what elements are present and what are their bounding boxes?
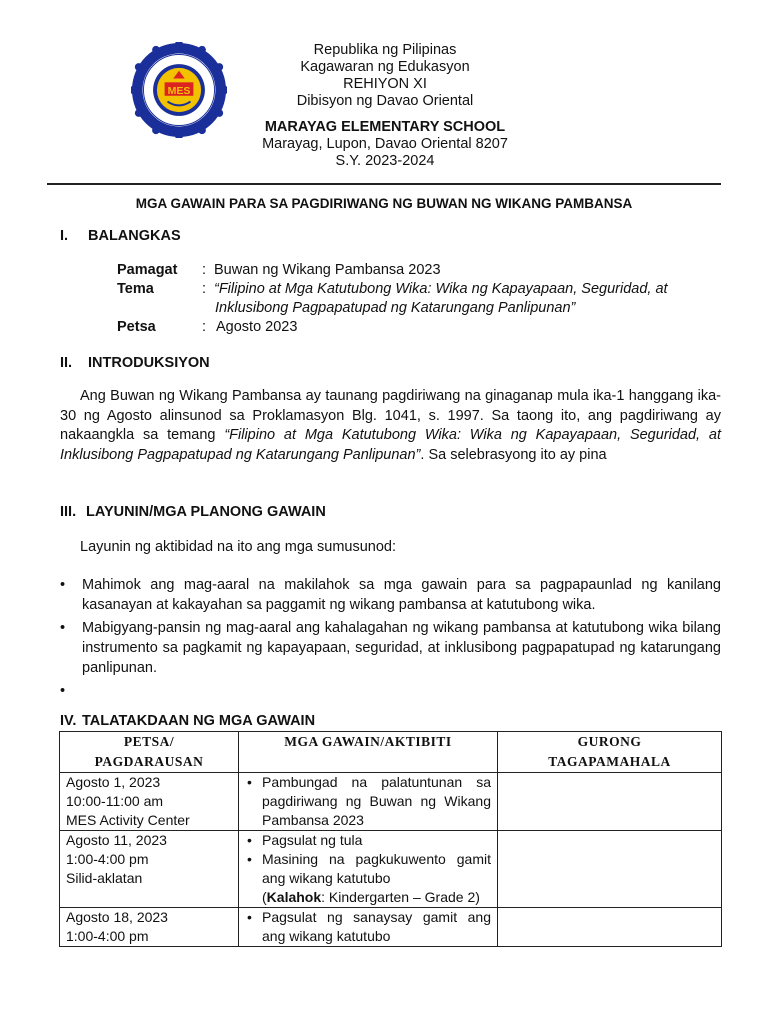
header-region: REHIYON XI <box>343 76 427 92</box>
cell-petsa <box>60 908 239 947</box>
table-row <box>60 831 722 908</box>
paren-open: ( <box>262 889 267 905</box>
header-republic: Republika ng Pilipinas <box>313 42 457 58</box>
section-label: LAYUNIN/MGA PLANONG GAWAIN <box>86 504 326 520</box>
list-item <box>245 908 491 946</box>
list-item <box>245 831 491 850</box>
tema-value-line2: Inklusibong Pagpapatupad ng Katarungang Panlipunan” <box>215 300 576 316</box>
tema-row <box>117 280 668 299</box>
kalahok-value: : Kindergarten – Grade 2) <box>321 889 480 905</box>
introduksiyon-paragraph <box>60 387 721 465</box>
list-item-text: Mabigyang-pansin ng mag-aaral ang kahalagahan ng wikang pambansa at katutubong wika bilang instrumento sa pagkamit ng kapayapaan, seguridad, at inklusibong pagpapatupad ng katarungang panlipunan. <box>82 620 721 676</box>
school-address: Marayag, Lupon, Davao Oriental 8207 <box>262 136 508 152</box>
cell-gawain <box>239 773 498 831</box>
petsa-label: Petsa <box>117 319 156 335</box>
header-text: PAGDARAUSAN <box>94 754 204 769</box>
header-petsa <box>60 732 239 773</box>
tema-label: Tema <box>117 281 154 297</box>
cell-guro <box>498 773 722 831</box>
intro-text-2: . Sa selebrasyong ito ay pina <box>420 446 607 463</box>
petsa-row <box>117 318 297 337</box>
cell-guro <box>498 831 722 908</box>
bullet: • <box>60 577 66 593</box>
list-item <box>245 850 491 907</box>
header-division: Dibisyon ng Davao Oriental <box>296 93 474 109</box>
section-label: TALATAKDAAN NG MGA GAWAIN <box>82 713 316 729</box>
bullet: • <box>247 774 252 790</box>
cell-date: Agosto 1, 2023 <box>66 774 161 790</box>
section-introduksiyon-heading <box>60 355 210 371</box>
cell-gawain <box>239 831 498 908</box>
bullet: • <box>60 683 66 699</box>
cell-gawain <box>239 908 498 947</box>
cell-venue: MES Activity Center <box>66 812 190 828</box>
table-row <box>60 773 722 831</box>
document-title: MGA GAWAIN PARA SA PAGDIRIWANG NG BUWAN NG WIKANG PAMBANSA <box>135 196 633 211</box>
cell-date: Agosto 11, 2023 <box>66 832 167 848</box>
petsa-value: Agosto 2023 <box>216 319 298 335</box>
schedule-table <box>59 731 722 947</box>
cell-time: 10:00-11:00 am <box>66 793 164 809</box>
cell-time: 1:00-4:00 pm <box>66 928 149 944</box>
section-number: IV. <box>60 713 77 729</box>
layunin-lead: Layunin ng aktibidad na ito ang mga sumusunod: <box>80 539 396 555</box>
table-row <box>60 908 722 947</box>
kalahok-label: Kalahok <box>266 889 322 905</box>
letterhead <box>200 42 570 170</box>
bullet: • <box>247 909 252 925</box>
intro-text-1: Ang Buwan ng Wikang Pambansa ay taunang pagdiriwang na ginaganap mula ika-1 hanggang ika-30 ng Agosto alinsunod sa Proklamasyon Blg. 1041, s. 1997. Sa taong ito, ang pagdiriwang ay nakaangkla sa temang <box>60 388 721 443</box>
seal-center-text: MES <box>167 84 191 97</box>
cell-guro <box>498 908 722 947</box>
section-label: INTRODUKSIYON <box>88 355 210 371</box>
cell-venue: Silid-aklatan <box>66 870 143 886</box>
section-talatakdaan-heading <box>60 713 315 729</box>
pamagat-value: Buwan ng Wikang Pambansa 2023 <box>214 262 441 278</box>
bullet: • <box>247 851 252 867</box>
pamagat-row <box>117 261 441 280</box>
layunin-list <box>60 575 721 704</box>
section-number: III. <box>60 504 77 520</box>
tema-value-line1: “Filipino at Mga Katutubong Wika: Wika ng Kapayapaan, Seguridad, at <box>214 281 668 297</box>
section-number: I. <box>60 228 69 244</box>
header-text: PETSA/ <box>123 734 175 749</box>
header-divider <box>47 183 721 185</box>
section-label: BALANGKAS <box>88 228 181 244</box>
header-department: Kagawaran ng Edukasyon <box>300 59 470 75</box>
list-item-text: Mahimok ang mag-aaral na makilahok sa mga gawain para sa pagpapaunlad ng kanilang kasanayan at kakayahan sa paggamit ng wikang pambansa at katutubong wika. <box>82 577 721 613</box>
header-text: GURONG <box>577 734 642 749</box>
activity-text: Pagsulat ng tula <box>262 832 363 848</box>
header-text: TAGAPAMAHALA <box>548 754 671 769</box>
colon: : <box>202 262 207 278</box>
table-header-row <box>60 732 722 773</box>
cell-date: Agosto 18, 2023 <box>66 909 168 925</box>
activity-text: Pambungad na palatuntunan sa pagdiriwang ng Buwan ng Wikang Pambansa 2023 <box>262 774 491 828</box>
section-layunin-heading <box>60 504 326 520</box>
header-guro <box>498 732 722 773</box>
school-name: MARAYAG ELEMENTARY SCHOOL <box>264 119 506 135</box>
pamagat-label: Pamagat <box>117 262 178 278</box>
school-year: S.Y. 2023-2024 <box>335 153 435 169</box>
cell-time: 1:00-4:00 pm <box>66 851 149 867</box>
list-item <box>60 681 721 701</box>
colon: : <box>202 281 207 297</box>
list-item <box>60 618 721 678</box>
cell-petsa <box>60 773 239 831</box>
bullet: • <box>247 832 252 848</box>
bullet: • <box>60 620 66 636</box>
activity-text: Pagsulat ng sanaysay gamit ang ang wikang katutubo <box>262 909 491 944</box>
list-item <box>60 575 721 615</box>
cell-petsa <box>60 831 239 908</box>
intro-theme: “Filipino at Mga Katutubong Wika: Wika ng Kapayapaan, Seguridad, at Inklusibong Pagpapatupad ng Katarungang Panlipunan” <box>60 427 722 463</box>
header-gawain: MGA GAWAIN/AKTIBITI <box>239 732 498 773</box>
colon: : <box>202 319 207 335</box>
section-number: II. <box>60 355 73 371</box>
activity-text: Masining na pagkukuwento gamit ang wikang katutubo <box>262 851 491 886</box>
section-balangkas-heading <box>60 228 181 244</box>
list-item <box>245 773 491 830</box>
